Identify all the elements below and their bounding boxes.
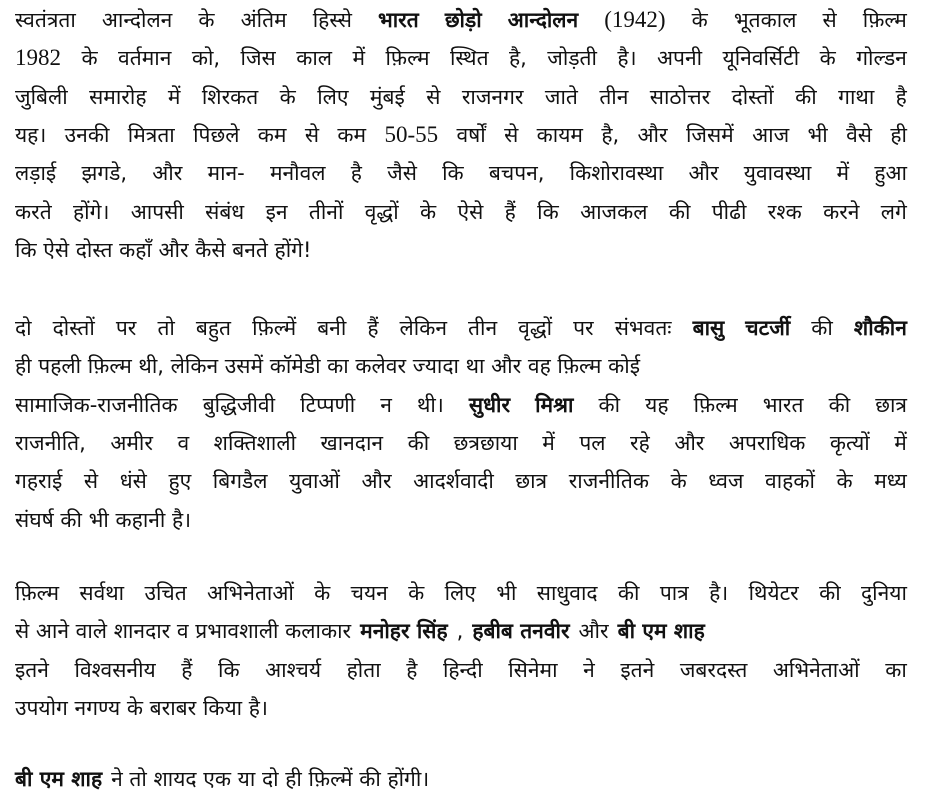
text-word: से आने वाले शानदार व प्रभावशाली कलाकार <box>15 619 352 643</box>
text-word: छत्रछाया <box>453 431 518 455</box>
bold-term: मिश्रा <box>535 393 574 417</box>
bold-term: सुधीर <box>468 393 511 417</box>
text-word: यह। <box>15 123 47 147</box>
text-word: की <box>617 581 640 605</box>
text-line <box>15 351 907 381</box>
text-word: इतने <box>620 658 655 682</box>
text-word: ने तो शायद एक या दो ही फ़िल्में की होंगी। <box>111 767 430 791</box>
text-word: गोल्डन <box>856 46 907 70</box>
text-word: से <box>83 469 99 493</box>
text-word: चयन <box>350 581 388 605</box>
text-word: और <box>674 431 705 455</box>
text-word: मनौवल <box>269 161 326 185</box>
text-word: राजनीतिक <box>568 469 649 493</box>
text-word: दोस्तों <box>52 316 95 340</box>
text-word: कि <box>218 658 240 682</box>
bold-term: शौकीन <box>853 316 907 340</box>
text-word: की <box>668 200 691 224</box>
text-word: पल <box>579 431 606 455</box>
text-word: साठोत्तर <box>649 85 711 109</box>
text-word: हुए <box>168 469 192 493</box>
text-word: हिस्से <box>312 8 352 32</box>
text-line <box>15 43 907 73</box>
text-word: स्थित <box>449 46 489 70</box>
text-word: आजकल <box>580 200 648 224</box>
text-word: में <box>894 431 907 455</box>
text-word: धंसे <box>119 469 147 493</box>
text-word: काल <box>296 46 332 70</box>
text-word: युवाओं <box>289 469 340 493</box>
text-word: बनी <box>317 316 347 340</box>
text-word: 1982 <box>15 45 61 70</box>
text-word: के <box>314 581 331 605</box>
text-word: थियेटर <box>748 581 799 605</box>
text-word: मित्रता <box>127 123 175 147</box>
text-word: वाहकों <box>765 469 815 493</box>
text-word: युवावस्था <box>743 161 812 185</box>
text-word: है। <box>617 46 637 70</box>
bold-term: बासु <box>692 316 725 340</box>
text-word: सर्वथा <box>79 581 125 605</box>
text-word: हैं <box>504 200 516 224</box>
text-word: जिसमें <box>685 123 734 147</box>
text-word: में <box>542 431 555 455</box>
bold-term: बी एम शाह <box>617 619 705 643</box>
text-word: वर्तमान <box>118 46 172 70</box>
text-word: के <box>408 581 425 605</box>
text-line <box>15 505 907 535</box>
text-word: कि <box>442 161 464 185</box>
text-word: में <box>352 46 366 70</box>
text-word: के <box>420 200 437 224</box>
text-word: गाथा <box>838 85 875 109</box>
text-word: कि ऐसे दोस्त कहाँ और कैसे बनते होंगे! <box>15 238 312 262</box>
text-line <box>15 82 907 112</box>
text-word: मान- <box>207 161 245 185</box>
text-word: अपराधिक <box>728 431 806 455</box>
bold-term: चटर्जी <box>745 316 791 340</box>
text-word: संबंध <box>205 200 245 224</box>
text-word: लड़ाई <box>15 161 57 185</box>
text-line <box>15 120 907 150</box>
text-word: के <box>279 85 296 109</box>
text-word: है <box>350 161 362 185</box>
text-word: लगे <box>880 200 907 224</box>
text-word: जाते <box>544 85 578 109</box>
text-word: लेकिन <box>399 316 447 340</box>
text-word: छात्र <box>515 469 548 493</box>
text-word: लिए <box>317 85 349 109</box>
text-word: अभिनेताओं <box>207 581 294 605</box>
text-word: आज <box>752 123 790 147</box>
text-word: के <box>691 8 708 32</box>
text-word: हैं <box>367 316 379 340</box>
text-word: की <box>828 393 851 417</box>
text-word: समारोह <box>89 85 147 109</box>
text-word: मुंबई <box>369 85 405 109</box>
bold-term: हबीब तनवीर <box>472 619 570 643</box>
text-word: जिस <box>240 46 276 70</box>
text-word: थी। <box>416 393 444 417</box>
text-word: के <box>670 469 687 493</box>
bold-term: छोड़ो <box>444 8 482 32</box>
text-line <box>15 197 907 227</box>
bold-term: बी एम शाह <box>15 767 103 791</box>
text-word: है, <box>601 123 620 147</box>
text-word: कायम <box>536 123 583 147</box>
text-word: से <box>504 123 519 147</box>
text-line <box>15 313 907 343</box>
text-word: जुबिली <box>15 85 68 109</box>
text-word: झगडे, <box>81 161 128 185</box>
text-word: से <box>304 123 320 147</box>
text-word: राजनगर <box>461 85 524 109</box>
text-word: का <box>885 658 907 682</box>
text-word: जोड़ती <box>547 46 597 70</box>
text-word: ही <box>890 123 907 147</box>
text-word: की <box>811 316 833 340</box>
text-word: यूनिवर्सिटी <box>722 46 800 70</box>
text-word: , <box>456 619 464 643</box>
text-word: बुद्धिजीवी <box>202 393 276 417</box>
text-word: और <box>637 123 668 147</box>
text-word: स्वतंत्रता <box>15 8 76 32</box>
text-word: होता <box>346 658 381 682</box>
text-word: वर्षों <box>456 123 486 147</box>
text-word: फ़िल्म <box>862 8 907 32</box>
text-word: (1942) <box>604 7 666 32</box>
text-word: है। <box>709 581 729 605</box>
text-word: हैं <box>181 658 193 682</box>
text-word: संभवतः <box>614 316 672 340</box>
text-word: साधुवाद <box>536 581 598 605</box>
text-word: उचित <box>144 581 187 605</box>
text-word: भूतकाल <box>733 8 797 32</box>
text-line <box>15 466 907 496</box>
text-word: सामाजिक-राजनीतिक <box>15 393 178 417</box>
text-word: अभिनेताओं <box>772 658 860 682</box>
text-word: दुनिया <box>861 581 907 605</box>
text-word: संघर्ष की भी कहानी है। <box>15 508 192 532</box>
text-word: तो <box>157 316 175 340</box>
text-word: से <box>426 85 441 109</box>
text-word: करते <box>15 200 52 224</box>
text-word: इतने <box>15 658 49 682</box>
text-line <box>15 235 907 265</box>
text-word: तीन <box>468 316 498 340</box>
text-line <box>15 764 907 794</box>
text-word: तीन <box>599 85 629 109</box>
text-word: विश्वसनीय <box>74 658 156 682</box>
text-word: पर <box>115 316 137 340</box>
text-word: आश्चर्य <box>265 658 322 682</box>
text-word: उपयोग नगण्य के बराबर किया है। <box>15 696 268 720</box>
text-word: और <box>578 619 609 643</box>
text-word: गहराई <box>15 469 63 493</box>
text-word: लिए <box>444 581 476 605</box>
text-word: व <box>177 431 190 455</box>
text-word: ही पहली फ़िल्म थी, लेकिन उसमें कॉमेडी का कलेवर ज्यादा था और वह फ़िल्म कोई <box>15 354 641 378</box>
text-line <box>15 390 907 420</box>
text-word: में <box>167 85 181 109</box>
text-word: किशोरावस्था <box>569 161 664 185</box>
text-word: की <box>407 431 430 455</box>
text-line <box>15 578 907 608</box>
text-word: है <box>895 85 907 109</box>
text-word: आदर्शवादी <box>413 469 494 493</box>
text-word: हुआ <box>874 161 907 185</box>
text-line <box>15 693 907 723</box>
text-word: के <box>81 46 98 70</box>
text-word: है <box>406 658 418 682</box>
text-line <box>15 655 907 685</box>
text-word: भी <box>496 581 517 605</box>
text-word: इन <box>265 200 288 224</box>
text-word: टिप्पणी <box>300 393 356 417</box>
text-word: बहुत <box>195 316 232 340</box>
text-word: रश्क <box>767 200 802 224</box>
text-word: बिगडैल <box>212 469 268 493</box>
text-word: वृद्धों <box>518 316 553 340</box>
text-word: जबरदस्त <box>679 658 748 682</box>
text-word: अंतिम <box>240 8 287 32</box>
text-word: राजनीति, <box>15 431 86 455</box>
text-word: और <box>152 161 183 185</box>
text-word: की <box>598 393 621 417</box>
text-word: ने <box>583 658 595 682</box>
text-word: पात्र <box>659 581 689 605</box>
text-word: को, <box>191 46 221 70</box>
text-word: कि <box>537 200 559 224</box>
text-word: पर <box>573 316 594 340</box>
text-word: भारत <box>762 393 804 417</box>
text-word: के <box>819 46 836 70</box>
text-word: उनकी <box>64 123 110 147</box>
text-word: और <box>361 469 392 493</box>
text-word: हिन्दी <box>442 658 483 682</box>
text-word: फ़िल्म <box>15 581 60 605</box>
bold-term: मनोहर सिंह <box>360 619 448 643</box>
text-word: के <box>836 469 853 493</box>
text-word: कम <box>337 123 367 147</box>
text-word: सिनेमा <box>508 658 558 682</box>
text-word: पीढी <box>711 200 747 224</box>
text-word: ऐसे <box>457 200 484 224</box>
text-word: फ़िल्म <box>693 393 738 417</box>
text-word: न <box>380 393 392 417</box>
text-line <box>15 616 907 646</box>
text-word: रहे <box>630 431 650 455</box>
text-word: कृत्यों <box>829 431 870 455</box>
text-word: पिछले <box>193 123 240 147</box>
text-word: अपनी <box>657 46 703 70</box>
text-word: आपसी <box>130 200 184 224</box>
text-word: कम <box>257 123 287 147</box>
text-word: में <box>836 161 850 185</box>
text-word: खानदान <box>320 431 384 455</box>
text-word: फ़िल्में <box>252 316 297 340</box>
text-word: वैसे <box>846 123 872 147</box>
text-line <box>15 158 907 188</box>
text-word: करने <box>823 200 860 224</box>
text-word: छात्र <box>875 393 907 417</box>
text-word: बचपन, <box>488 161 545 185</box>
text-word: ध्वज <box>708 469 744 493</box>
text-word: अमीर <box>110 431 153 455</box>
text-word: तीनों <box>308 200 344 224</box>
text-word: मध्य <box>874 469 907 493</box>
text-word: यह <box>645 393 669 417</box>
text-word: और <box>688 161 719 185</box>
bold-term: आन्दोलन <box>507 8 579 32</box>
text-word: दोस्तों <box>731 85 774 109</box>
text-word: भी <box>807 123 828 147</box>
text-word: के <box>198 8 215 32</box>
text-word: जैसे <box>387 161 417 185</box>
text-word: फ़िल्म <box>385 46 430 70</box>
bold-term: भारत <box>377 8 419 32</box>
text-word: शक्तिशाली <box>213 431 297 455</box>
text-word: दो <box>15 316 32 340</box>
text-word: से <box>822 8 837 32</box>
text-line <box>15 428 907 458</box>
text-word: की <box>795 85 817 109</box>
text-word: है, <box>509 46 527 70</box>
text-word: 50-55 <box>384 122 439 147</box>
text-word: शिरकत <box>201 85 259 109</box>
text-word: वृद्धों <box>364 200 399 224</box>
text-word: की <box>819 581 841 605</box>
text-word: होंगे। <box>73 200 110 224</box>
text-word: आन्दोलन <box>101 8 173 32</box>
text-line <box>15 5 907 35</box>
